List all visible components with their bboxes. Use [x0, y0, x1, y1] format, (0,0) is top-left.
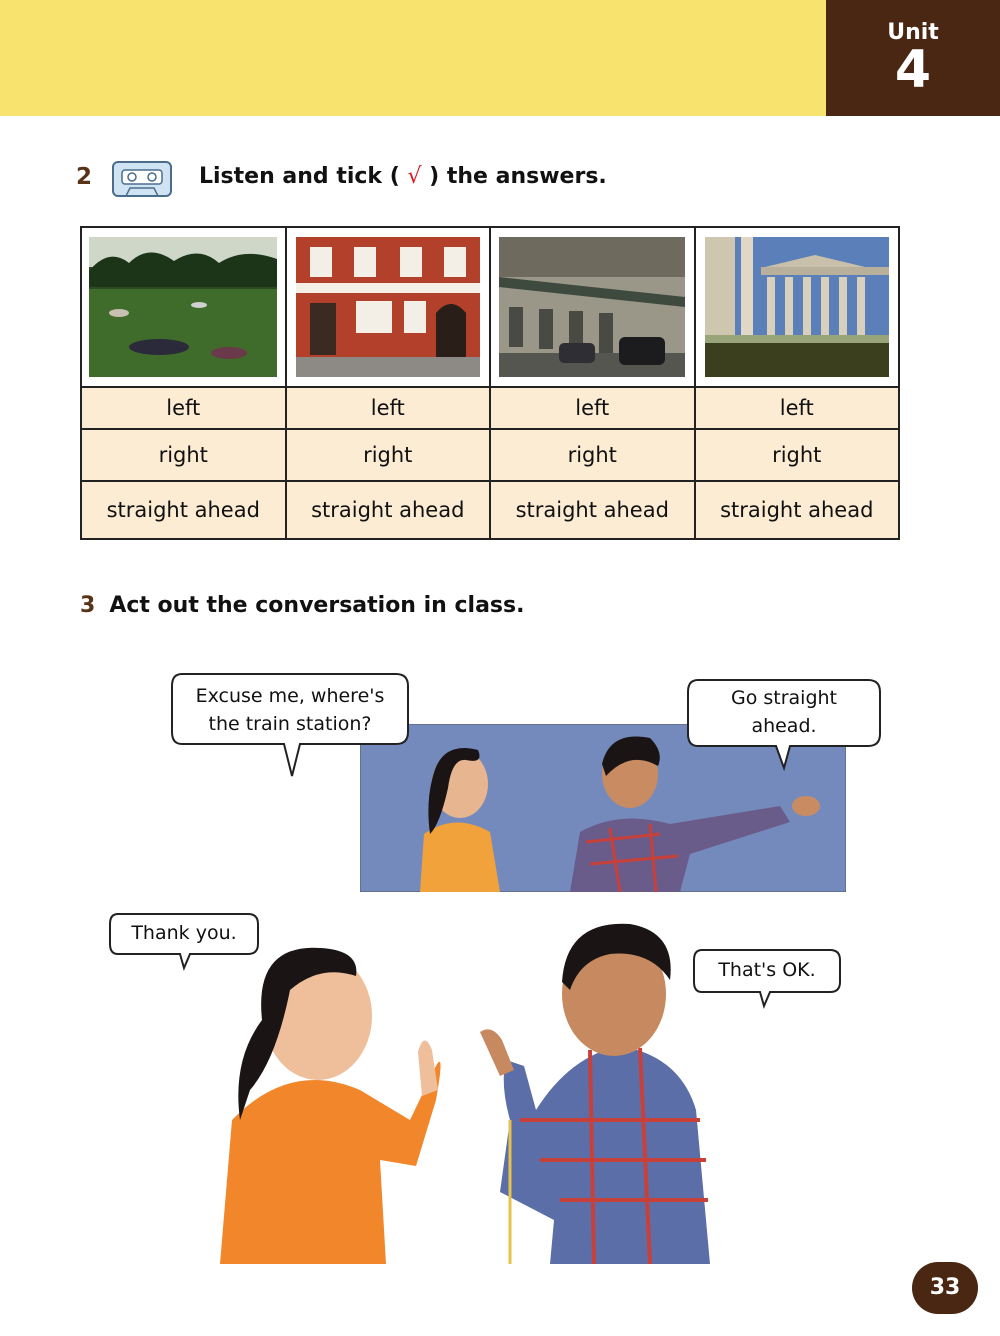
photo-cell-museum — [695, 227, 900, 387]
exercise-3-heading — [80, 593, 524, 618]
exercise-3-instruction: Act out the conversation in class. — [109, 593, 525, 618]
boy-answer-line-2: ahead. — [751, 715, 817, 737]
museum-photo — [705, 237, 889, 377]
option-left-3[interactable]: left — [490, 387, 695, 429]
header-band — [0, 0, 826, 116]
answers-table — [80, 226, 900, 540]
speech-bubble-boy-answer — [686, 678, 882, 770]
photo-cell-train-station — [490, 227, 695, 387]
option-right-3[interactable]: right — [490, 429, 695, 481]
photo-cell-post-office — [286, 227, 491, 387]
exercise-2-heading — [76, 164, 106, 190]
train-station-photo — [499, 237, 685, 377]
girl-question-line-1: Excuse me, where's — [195, 685, 385, 707]
girl-question-line-2: the train station? — [208, 713, 372, 735]
girl-thanks-text: Thank you. — [131, 922, 237, 944]
exercise-3-number: 3 — [80, 593, 96, 618]
option-left-1[interactable]: left — [81, 387, 286, 429]
speech-bubble-boy-reply — [692, 948, 842, 1010]
boy-reply-text: That's OK. — [718, 959, 816, 981]
tick-symbol: √ — [407, 164, 422, 189]
exercise-2-number: 2 — [76, 164, 93, 190]
unit-number: 4 — [894, 40, 932, 100]
option-right-2[interactable]: right — [286, 429, 491, 481]
photo-row — [81, 227, 899, 387]
unit-badge — [826, 0, 1000, 116]
option-right-1[interactable]: right — [81, 429, 286, 481]
option-left-4[interactable]: left — [695, 387, 900, 429]
boy-answer-line-1: Go straight — [730, 687, 838, 709]
post-office-photo — [296, 237, 480, 377]
instruction-part-1: Listen and tick ( — [199, 164, 400, 189]
option-row-right — [81, 429, 899, 481]
speech-bubble-girl-question — [170, 672, 410, 782]
cassette-tape-icon[interactable] — [110, 158, 174, 200]
park-photo — [89, 237, 277, 377]
conversation-photo-2 — [210, 920, 730, 1264]
option-straight-1[interactable]: straight ahead — [81, 481, 286, 539]
unit-label: Unit — [887, 20, 939, 45]
option-row-straight — [81, 481, 899, 539]
option-straight-3[interactable]: straight ahead — [490, 481, 695, 539]
option-row-left — [81, 387, 899, 429]
page-number: 33 — [912, 1262, 978, 1314]
speech-bubble-girl-thanks — [108, 912, 260, 972]
option-left-2[interactable]: left — [286, 387, 491, 429]
photo-cell-park — [81, 227, 286, 387]
option-straight-2[interactable]: straight ahead — [286, 481, 491, 539]
option-straight-4[interactable]: straight ahead — [695, 481, 900, 539]
option-right-4[interactable]: right — [695, 429, 900, 481]
instruction-part-2: ) the answers. — [429, 164, 607, 189]
exercise-2-instruction — [199, 164, 607, 189]
